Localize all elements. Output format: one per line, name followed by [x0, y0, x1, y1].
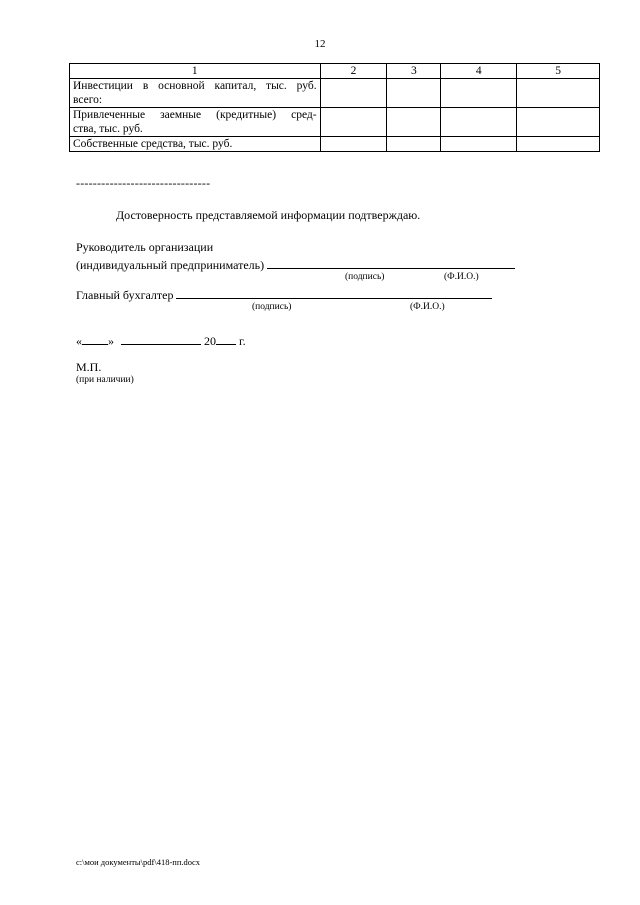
row-label [70, 108, 321, 137]
row-label [70, 137, 321, 152]
accountant-signature-line [176, 286, 492, 299]
table-header-cell: 2 [320, 64, 387, 79]
accountant-sign-caption: (подпись) [252, 302, 292, 312]
head-sign-caption: (подпись) [345, 272, 385, 282]
table-header-cell: 5 [517, 64, 600, 79]
accountant-label-text: Главный бухгалтер [76, 288, 174, 302]
table-row [70, 137, 600, 152]
table-cell [517, 79, 600, 108]
table-cell [441, 108, 517, 137]
date-open-quote: « [76, 334, 82, 348]
table-row [70, 108, 600, 137]
head-name-caption: (Ф.И.О.) [444, 272, 479, 282]
date-year-prefix: 20 [204, 334, 216, 348]
separator-line: -------------------------------- [76, 176, 211, 190]
stamp-note: (при наличии) [76, 375, 134, 385]
date-year-blank [216, 332, 236, 345]
head-label-line2 [76, 256, 515, 273]
page-number: 12 [314, 38, 326, 50]
table-cell [517, 137, 600, 152]
date-close-quote: » [108, 334, 114, 348]
confirmation-text: Достоверность представляемой информации подтверждаю. [116, 208, 421, 222]
date-day-blank [82, 332, 108, 345]
table-header-cell: 1 [70, 64, 321, 79]
table-header-cell: 4 [441, 64, 517, 79]
row-label-line: Инвестиции в основной капитал, тыс. руб. [73, 80, 317, 92]
table-cell [441, 79, 517, 108]
table-cell [387, 79, 441, 108]
row-label-line: всего: [73, 94, 103, 106]
table-header-row [70, 64, 600, 79]
table-cell [320, 137, 387, 152]
accountant-label-line [76, 286, 492, 303]
table-cell [441, 137, 517, 152]
accountant-name-caption: (Ф.И.О.) [410, 302, 445, 312]
row-label-line: Собственные средства, тыс. руб. [73, 138, 233, 150]
date-month-blank [121, 332, 201, 345]
date-line [76, 332, 246, 349]
head-label-line1: Руководитель организации [76, 240, 214, 254]
table-cell [320, 79, 387, 108]
footer-file-path: c:\мои документы\pdf\418-пп.docx [76, 857, 201, 867]
row-label-line: ства, тыс. руб. [73, 123, 143, 135]
head-label-text: (индивидуальный предприниматель) [76, 258, 265, 272]
head-signature-line [267, 256, 515, 269]
date-year-suffix: г. [239, 334, 246, 348]
table-cell [387, 108, 441, 137]
table-cell [517, 108, 600, 137]
table-row [70, 79, 600, 108]
stamp-label: М.П. [76, 360, 102, 374]
row-label [70, 79, 321, 108]
table-cell [387, 137, 441, 152]
table-cell [320, 108, 387, 137]
table-header-cell: 3 [387, 64, 441, 79]
investment-table [69, 63, 600, 152]
row-label-line: Привлеченные заемные (кредитные) сред- [73, 109, 317, 121]
